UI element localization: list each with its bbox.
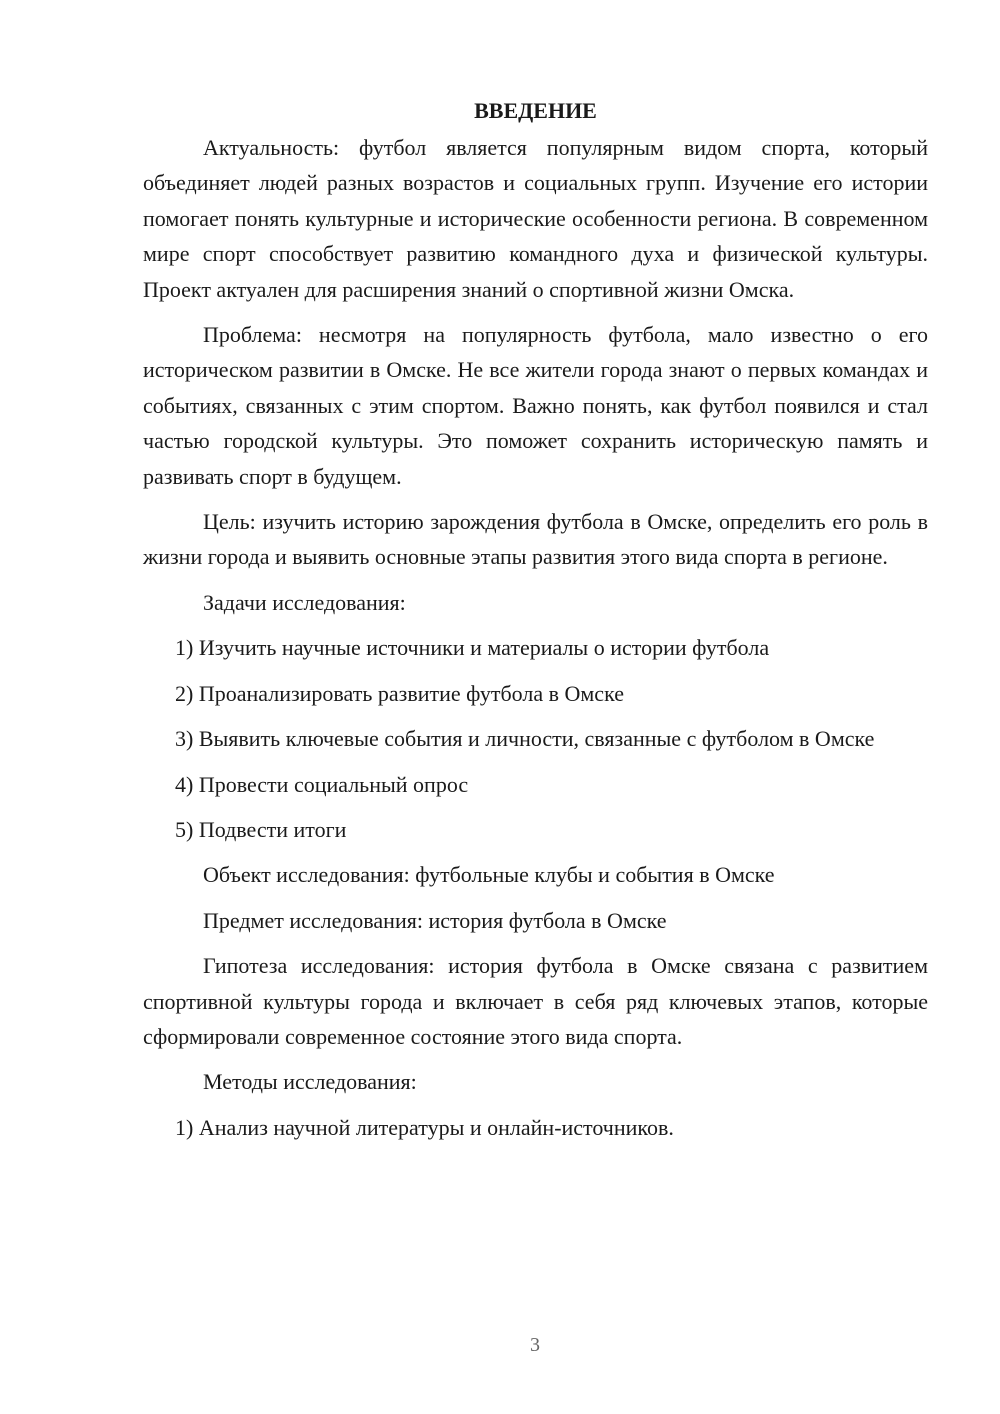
paragraph-relevance: Актуальность: футбол является популярным видом спорта, который объединяет людей разных возрастов и социальных групп. Изучение его истории помогает понять культурные и исторические особенности региона. В современном мире спорт способствует развитию командного духа и физической культуры. Проект актуален для расширения знаний о спортивной жизни Омска. <box>143 135 928 302</box>
methods-heading: Методы исследования: <box>203 1069 417 1095</box>
paragraph-problem: Проблема: несмотря на популярность футбола, мало известно о его историческом развитии в Омске. Не все жители города знают о первых командах и событиях, связанных с этим спортом. Важно понять, как футбол появился и стал частью городской культуры. Это поможет сохранить историческую память и развивать спорт в будущем. <box>143 322 928 489</box>
paragraph-goal: Цель: изучить историю зарождения футбола в Омске, определить его роль в жизни города и выявить основные этапы развития этого вида спорта в регионе. <box>143 509 928 570</box>
tasks-heading: Задачи исследования: <box>203 589 406 615</box>
task-item-1: 1) Изучить научные источники и материалы о истории футбола <box>175 635 770 661</box>
task-item-5: 5) Подвести итоги <box>175 816 347 842</box>
task-item-4: 4) Провести социальный опрос <box>175 771 469 797</box>
section-title: ВВЕДЕНИЕ <box>474 98 597 123</box>
document-page <box>143 96 928 1155</box>
research-subject: Предмет исследования: история футбола в Омске <box>203 907 667 933</box>
task-item-3: 3) Выявить ключевые события и личности, связанные с футболом в Омске <box>175 726 875 752</box>
method-item-1: 1) Анализ научной литературы и онлайн-источников. <box>175 1114 674 1140</box>
research-object: Объект исследования: футбольные клубы и события в Омске <box>203 862 775 888</box>
page-number: 3 <box>530 1334 540 1356</box>
paragraph-hypothesis: Гипотеза исследования: история футбола в Омске связана с развитием спортивной культуры города и включает в себя ряд ключевых этапов, которые сформировали современное состояние этого вида спорта. <box>143 953 928 1049</box>
task-item-2: 2) Проанализировать развитие футбола в Омске <box>175 680 624 706</box>
